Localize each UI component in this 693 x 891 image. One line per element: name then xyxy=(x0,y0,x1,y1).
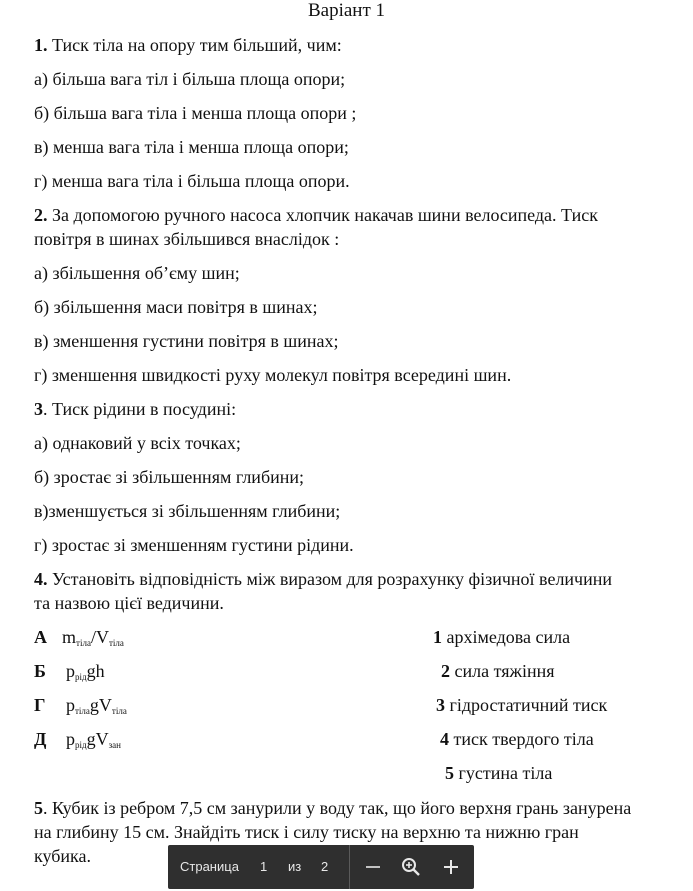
formula-subscript: зан xyxy=(108,740,121,750)
page-toolbar xyxy=(168,845,474,889)
q2-option-d: г) зменшення швидкості руху молекул повітря всередині шин. xyxy=(34,365,512,385)
match-left-b xyxy=(34,660,105,688)
formula-subscript: тіла xyxy=(75,706,90,716)
question-number: 5 xyxy=(34,798,43,818)
match-text: сила тяжіння xyxy=(450,661,555,681)
q3-option-c: в)зменшується зі збільшенням глибини; xyxy=(34,501,341,521)
question-4 xyxy=(34,567,612,591)
match-number: 5 xyxy=(445,763,454,783)
question-5-line2: на глибину 15 см. Знайдіть тиск і силу тиску на верхню та нижню гран xyxy=(34,822,579,842)
question-number: 4. xyxy=(34,569,48,589)
question-5-line3: кубика. xyxy=(34,846,92,866)
formula-symbol: gV xyxy=(89,695,112,715)
question-number: 2. xyxy=(34,205,48,225)
match-right-1 xyxy=(433,626,570,648)
formula-symbol: p xyxy=(66,695,75,715)
question-number: 3 xyxy=(34,399,43,419)
formula-subscript: тіла xyxy=(76,638,91,648)
match-text: густина тіла xyxy=(454,763,553,783)
formula-symbol: p xyxy=(66,729,75,749)
match-number: 3 xyxy=(436,695,445,715)
match-right-4 xyxy=(440,728,594,750)
page-label: Страница xyxy=(180,859,239,874)
q1-option-a: а) більша вага тіл і більша площа опори; xyxy=(34,69,346,89)
match-right-3 xyxy=(436,694,607,716)
formula xyxy=(62,627,124,647)
match-number: 2 xyxy=(441,661,450,681)
match-number: 1 xyxy=(433,627,442,647)
question-text: Тиск тіла на опору тим більший, чим: xyxy=(47,35,342,55)
magnifier-icon[interactable] xyxy=(399,855,423,879)
q2-option-a: а) збільшення об’єму шин; xyxy=(34,263,240,283)
question-5 xyxy=(34,796,631,820)
plus-icon[interactable] xyxy=(439,855,463,879)
question-text: . Кубик із ребром 7,5 см занурили у воду так, що його верхня грань занурена xyxy=(43,798,632,818)
total-pages: 2 xyxy=(321,859,329,874)
question-2-line2: повітря в шинах збільшився внаслідок : xyxy=(34,229,340,249)
formula-symbol: gh xyxy=(86,661,105,681)
formula-subscript: рід xyxy=(75,672,87,682)
match-letter: А xyxy=(34,627,47,647)
formula xyxy=(66,729,121,749)
match-left-d xyxy=(34,728,121,756)
formula-subscript: тіла xyxy=(108,638,124,648)
question-text: Установіть відповідність між виразом для розрахунку фізичної величини xyxy=(47,569,613,589)
match-left-a xyxy=(34,626,124,654)
match-letter: Д xyxy=(34,729,47,749)
toolbar-divider xyxy=(349,845,350,889)
question-number: 1. xyxy=(34,35,48,55)
formula-symbol: p xyxy=(66,661,75,681)
match-text: тиск твердого тіла xyxy=(449,729,594,749)
current-page-input[interactable]: 1 xyxy=(260,859,268,874)
formula-symbol: gV xyxy=(86,729,109,749)
match-left-g xyxy=(34,694,127,722)
q1-option-c: в) менша вага тіла і менша площа опори; xyxy=(34,137,349,157)
formula xyxy=(66,695,127,715)
q3-option-b: б) зростає зі збільшенням глибини; xyxy=(34,467,304,487)
formula-symbol: /V xyxy=(90,627,109,647)
question-1 xyxy=(34,33,342,57)
match-letter: Г xyxy=(34,695,46,715)
formula-symbol: m xyxy=(62,627,77,647)
q3-option-a: а) однаковий у всіх точках; xyxy=(34,433,241,453)
formula xyxy=(66,661,105,681)
formula-subscript: рід xyxy=(75,740,87,750)
question-2 xyxy=(34,203,598,227)
match-text: архімедова сила xyxy=(442,627,571,647)
q3-option-d: г) зростає зі зменшенням густини рідини. xyxy=(34,535,354,555)
question-text: . Тиск рідини в посудині: xyxy=(43,399,237,419)
match-right-2 xyxy=(441,660,554,682)
match-letter: Б xyxy=(34,661,46,681)
match-number: 4 xyxy=(440,729,449,749)
q1-option-b: б) більша вага тіла і менша площа опори ; xyxy=(34,103,357,123)
q2-option-b: б) збільшення маси повітря в шинах; xyxy=(34,297,318,317)
match-right-5 xyxy=(445,762,552,784)
match-text: гідростатичний тиск xyxy=(445,695,608,715)
formula-subscript: тіла xyxy=(111,706,127,716)
question-text: За допомогою ручного насоса хлопчик накачав шини велосипеда. Тиск xyxy=(47,205,598,225)
minus-icon[interactable] xyxy=(361,855,385,879)
question-3 xyxy=(34,397,236,421)
question-4-line2: та назвою цієї ведичини. xyxy=(34,593,224,613)
of-label: из xyxy=(288,859,302,874)
q1-option-d: г) менша вага тіла і більша площа опори. xyxy=(34,171,350,191)
variant-title: Варіант 1 xyxy=(307,0,386,21)
q2-option-c: в) зменшення густини повітря в шинах; xyxy=(34,331,339,351)
